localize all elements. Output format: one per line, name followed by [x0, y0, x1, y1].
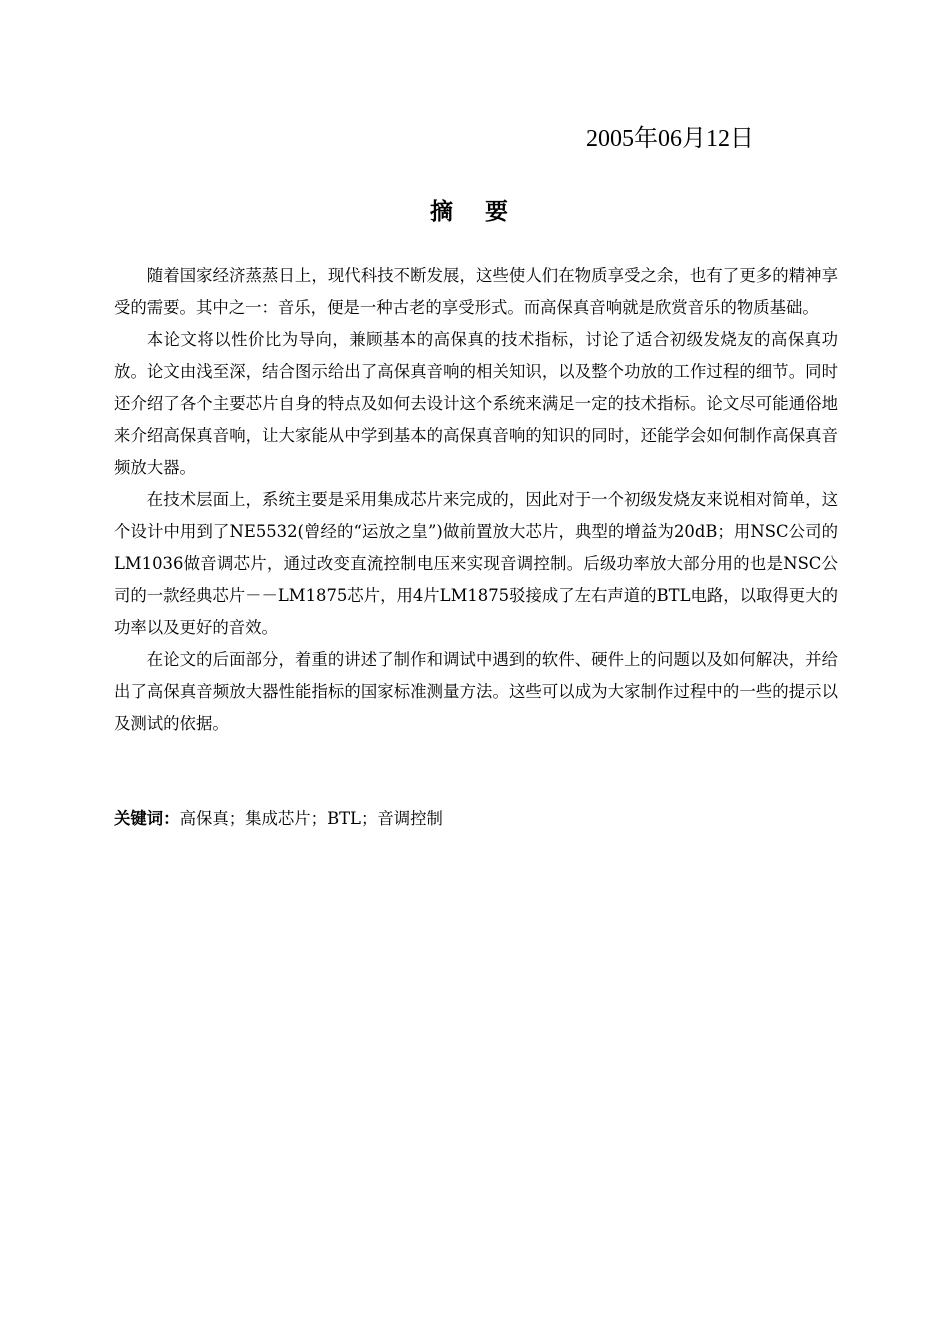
- document-date: 2005年06月12日: [586, 126, 754, 152]
- keywords-line: [114, 804, 838, 834]
- abstract-paragraph: 随着国家经济蒸蒸日上，现代科技不断发展，这些使人们在物质享受之余，也有了更多的精神享受的需要。其中之一：音乐，便是一种古老的享受形式。而高保真音响就是欣赏音乐的物质基础。: [114, 266, 838, 317]
- abstract-body: [114, 260, 838, 740]
- abstract-paragraph: 在论文的后面部分，着重的讲述了制作和调试中遇到的软件、硬件上的问题以及如何解决，并给出了高保真音频放大器性能指标的国家标准测量方法。这些可以成为大家制作过程中的一些的提示以及测试的依据。: [114, 650, 838, 733]
- abstract-paragraph: 在技术层面上，系统主要是采用集成芯片来完成的，因此对于一个初级发烧友来说相对简单，这个设计中用到了NE5532(曾经的“运放之皇”)做前置放大芯片，典型的增益为20dB；用NSC公司的LM1036做音调芯片，通过改变直流控制电压来实现音调控制。后级功率放大部分用的也是NSC公司的一款经典芯片－－LM1875芯片，用4片LM1875驳接成了左右声道的BTL电路，以取得更大的功率以及更好的音效。: [114, 490, 838, 637]
- keywords-label: 关键词：: [114, 809, 180, 828]
- abstract-paragraph: 本论文将以性价比为导向，兼顾基本的高保真的技术指标，讨论了适合初级发烧友的高保真功放。论文由浅至深，结合图示给出了高保真音响的相关知识，以及整个功放的工作过程的细节。同时还介绍了各个主要芯片自身的特点及如何去设计这个系统来满足一定的技术指标。论文尽可能通俗地来介绍高保真音响，让大家能从中学到基本的高保真音响的知识的同时，还能学会如何制作高保真音频放大器。: [114, 330, 838, 477]
- abstract-title: 摘 要: [429, 199, 520, 225]
- keywords-value: 高保真；集成芯片；BTL；音调控制: [179, 809, 443, 828]
